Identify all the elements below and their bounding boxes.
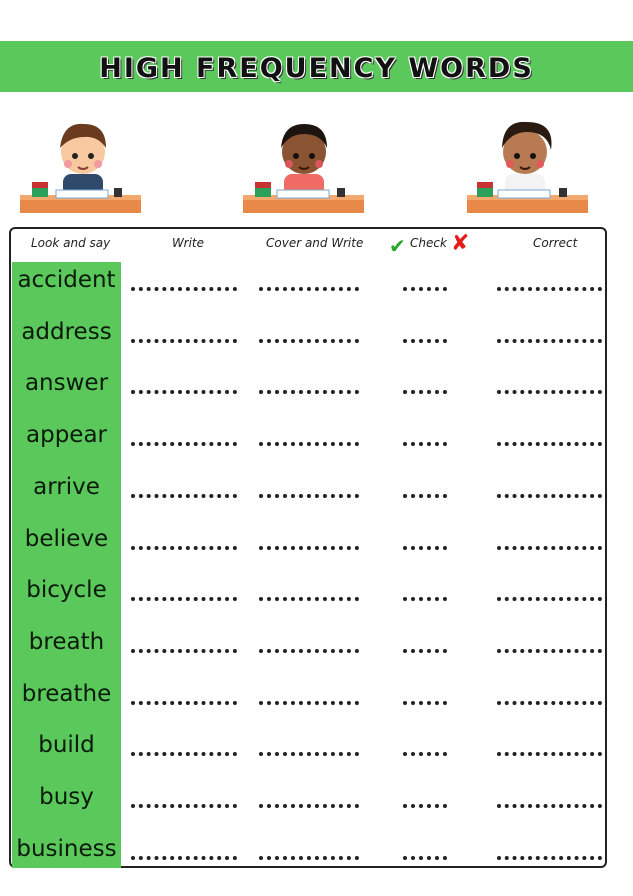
word-build: build	[38, 732, 95, 759]
write-line[interactable]	[131, 649, 237, 653]
check-line[interactable]	[403, 597, 447, 601]
boy-writing-illustration-middle	[241, 110, 366, 220]
correct-line[interactable]	[497, 752, 602, 756]
word-bicycle: bicycle	[26, 577, 107, 604]
cover-and-write-line[interactable]	[259, 649, 359, 653]
word-appear: appear	[26, 422, 107, 449]
column-header-correct: Correct	[533, 236, 578, 250]
check-line[interactable]	[403, 339, 447, 343]
check-line[interactable]	[403, 287, 447, 291]
correct-line[interactable]	[497, 804, 602, 808]
word-breathe: breathe	[21, 680, 112, 707]
boy-writing-illustration-right	[465, 110, 590, 220]
cover-and-write-line[interactable]	[259, 494, 359, 498]
write-line[interactable]	[131, 390, 237, 394]
page-title: HIGH FREQUENCY WORDS	[99, 53, 534, 84]
word-busy: busy	[39, 784, 94, 810]
write-line[interactable]	[131, 752, 237, 756]
word-believe: believe	[24, 525, 109, 552]
write-line[interactable]	[131, 494, 237, 498]
word-address: address	[21, 318, 112, 345]
correct-line[interactable]	[497, 597, 602, 601]
cover-and-write-line[interactable]	[259, 442, 359, 446]
word-column	[12, 262, 121, 868]
correct-line[interactable]	[497, 856, 602, 860]
word-answer: answer	[24, 370, 109, 397]
word-accident: accident	[17, 267, 116, 293]
cover-and-write-line[interactable]	[259, 287, 359, 291]
check-line[interactable]	[403, 701, 447, 705]
write-line[interactable]	[131, 339, 237, 343]
write-line[interactable]	[131, 804, 237, 808]
correct-line[interactable]	[497, 494, 602, 498]
check-line[interactable]	[403, 390, 447, 394]
cross-mark-icon: ✘	[451, 231, 470, 256]
boy-writing-illustration-left	[18, 110, 143, 220]
check-line[interactable]	[403, 442, 447, 446]
write-line[interactable]	[131, 442, 237, 446]
cover-and-write-line[interactable]	[259, 701, 359, 705]
title-banner	[0, 41, 633, 92]
write-line[interactable]	[131, 546, 237, 550]
correct-line[interactable]	[497, 390, 602, 394]
check-line[interactable]	[403, 546, 447, 550]
cover-and-write-line[interactable]	[259, 390, 359, 394]
correct-line[interactable]	[497, 701, 602, 705]
write-line[interactable]	[131, 701, 237, 705]
correct-line[interactable]	[497, 649, 602, 653]
word-breath: breath	[28, 628, 105, 655]
word-business: business	[16, 835, 117, 862]
correct-line[interactable]	[497, 287, 602, 291]
column-header-write: Write	[172, 236, 205, 250]
column-header-check: Check	[410, 236, 447, 250]
correct-line[interactable]	[497, 339, 602, 343]
column-header-look-and-say: Look and say	[31, 236, 111, 250]
cover-and-write-line[interactable]	[259, 752, 359, 756]
check-line[interactable]	[403, 856, 447, 860]
cover-and-write-line[interactable]	[259, 339, 359, 343]
write-line[interactable]	[131, 287, 237, 291]
write-line[interactable]	[131, 856, 237, 860]
cover-and-write-line[interactable]	[259, 804, 359, 808]
cover-and-write-line[interactable]	[259, 856, 359, 860]
check-mark-icon: ✔	[389, 234, 406, 258]
check-line[interactable]	[403, 649, 447, 653]
check-line[interactable]	[403, 752, 447, 756]
check-line[interactable]	[403, 804, 447, 808]
check-line[interactable]	[403, 494, 447, 498]
cover-and-write-line[interactable]	[259, 546, 359, 550]
correct-line[interactable]	[497, 442, 602, 446]
write-line[interactable]	[131, 597, 237, 601]
cover-and-write-line[interactable]	[259, 597, 359, 601]
word-arrive: arrive	[33, 473, 100, 500]
correct-line[interactable]	[497, 546, 602, 550]
column-header-cover-and-write: Cover and Write	[266, 236, 364, 250]
